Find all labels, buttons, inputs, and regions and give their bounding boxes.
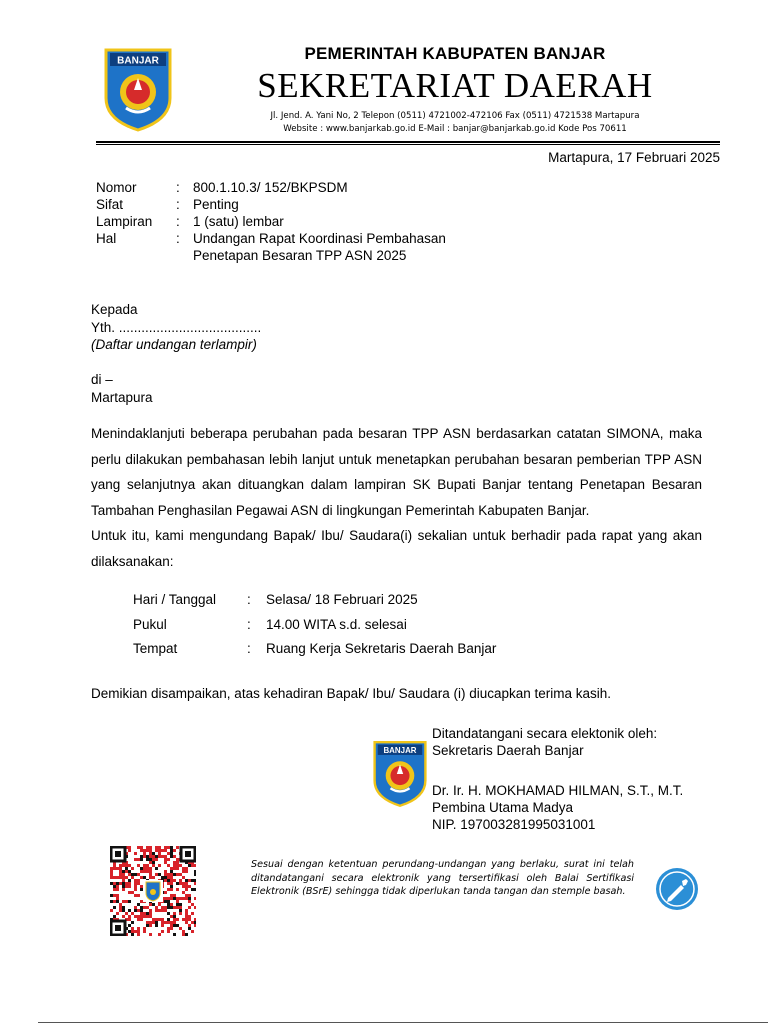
meeting-schedule <box>133 588 496 662</box>
letter-date: Martapura, 17 Februari 2025 <box>548 150 720 165</box>
meta-value: 1 (satu) lembar <box>193 214 284 229</box>
meta-colon: : <box>176 214 180 229</box>
schedule-colon: : <box>247 592 251 607</box>
emblem-label: BANJAR <box>383 745 417 755</box>
office-name: SEKRETARIAT DAERAH <box>257 66 653 105</box>
address-block <box>180 110 730 136</box>
closing-sentence: Demikian disampaikan, atas kehadiran Bapak/ Ibu/ Saudara (i) diucapkan terima kasih. <box>91 686 612 701</box>
meta-value: Penting <box>193 197 239 212</box>
meta-row-hal <box>96 230 533 264</box>
schedule-colon: : <box>247 641 251 656</box>
schedule-value: Ruang Kerja Sekretaris Daerah Banjar <box>266 641 497 656</box>
recipient-kepada: Kepada <box>91 302 138 317</box>
meta-key: Hal <box>96 231 117 246</box>
header-rule-thin <box>96 144 720 145</box>
recipient-place: Martapura <box>91 389 153 405</box>
meta-row-nomor <box>96 179 533 196</box>
meta-colon: : <box>176 197 180 212</box>
header-rule <box>96 141 720 143</box>
schedule-value: 14.00 WITA s.d. selesai <box>266 616 407 632</box>
recipient-place-block <box>91 371 153 406</box>
schedule-colon: : <box>247 616 251 632</box>
meta-colon: : <box>176 231 180 246</box>
bsre-pen-icon <box>655 867 699 911</box>
meta-value: 800.1.10.3/ 152/BKPSDM <box>193 180 348 195</box>
meta-key: Sifat <box>96 197 124 212</box>
meta-value: Undangan Rapat Koordinasi Pembahasan Penetapan Besaran TPP ASN 2025 <box>193 231 446 263</box>
signature-spacer <box>432 759 683 782</box>
body-paragraph: Menindaklanjuti beberapa perubahan pada besaran TPP ASN berdasarkan catatan SIMONA, maka perlu dilakukan pembahasan lebih lanjut untuk menetapkan perubahan besaran pemberian TPP ASN yang selanjutnya akan dituangkan dalam lampiran SK Bupati Banjar tentang Penetapan Besaran Tambahan Penghasilan Pegawai ASN di lingkungan Pemerintah Kabupaten Banjar. <box>91 426 702 518</box>
signer-name: Dr. Ir. H. MOKHAMAD HILMAN, S.T., M.T. <box>432 783 684 798</box>
schedule-key: Hari / Tanggal <box>133 592 217 607</box>
government-name: PEMERINTAH KABUPATEN BANJAR <box>304 44 606 63</box>
meta-key: Lampiran <box>96 214 153 229</box>
schedule-value: Selasa/ 18 Februari 2025 <box>266 592 418 607</box>
letter-meta <box>96 179 533 264</box>
banjar-emblem-icon <box>373 738 427 810</box>
signer-nip: NIP. 197003281995031001 <box>432 817 596 832</box>
signature-block <box>432 725 683 833</box>
website-line: Website : www.banjarkab.go.id E-Mail : banjar@banjarkab.go.id Kode Pos 70611 <box>283 124 627 134</box>
schedule-row-time <box>133 613 496 638</box>
meta-row-sifat <box>96 196 533 213</box>
meta-colon: : <box>176 180 180 195</box>
qr-code-icon <box>110 846 196 936</box>
banjar-emblem-icon <box>104 48 172 132</box>
recipient-list-note: (Daftar undangan terlampir) <box>91 337 257 352</box>
schedule-key: Pukul <box>133 616 167 632</box>
meta-key: Nomor <box>96 180 137 195</box>
emblem-label: BANJAR <box>117 55 159 67</box>
electronic-signature-note: Sesuai dengan ketentuan perundang-undangan yang berlaku, surat ini telah ditandatangani secara elektronik yang tersertifikasi oleh Balai Sertifikasi Elektronik (BSrE) sehingga tidak diperlukan tanda tangan dan stemple basah. <box>251 859 634 897</box>
signed-by-line: Ditandatangani secara elektonik oleh: <box>432 726 658 741</box>
signer-rank: Pembina Utama Madya <box>432 800 574 815</box>
address-line: Jl. Jend. A. Yani No, 2 Telepon (0511) 4721002-472106 Fax (0511) 4721538 Martapura <box>270 111 640 121</box>
footer-rule <box>38 1022 768 1023</box>
recipient-di: di – <box>91 372 113 387</box>
meta-row-lampiran <box>96 213 533 230</box>
letter-body <box>91 421 702 574</box>
signer-position: Sekretaris Daerah Banjar <box>432 743 584 758</box>
schedule-key: Tempat <box>133 641 178 656</box>
recipient-yth: Yth. ...................................... <box>91 319 262 335</box>
schedule-row-place <box>133 637 496 662</box>
recipient-block <box>91 301 261 354</box>
schedule-row-date <box>133 588 496 613</box>
body-paragraph: Untuk itu, kami mengundang Bapak/ Ibu/ Saudara(i) sekalian untuk berhadir pada rapat yang akan dilaksanakan: <box>91 528 702 569</box>
